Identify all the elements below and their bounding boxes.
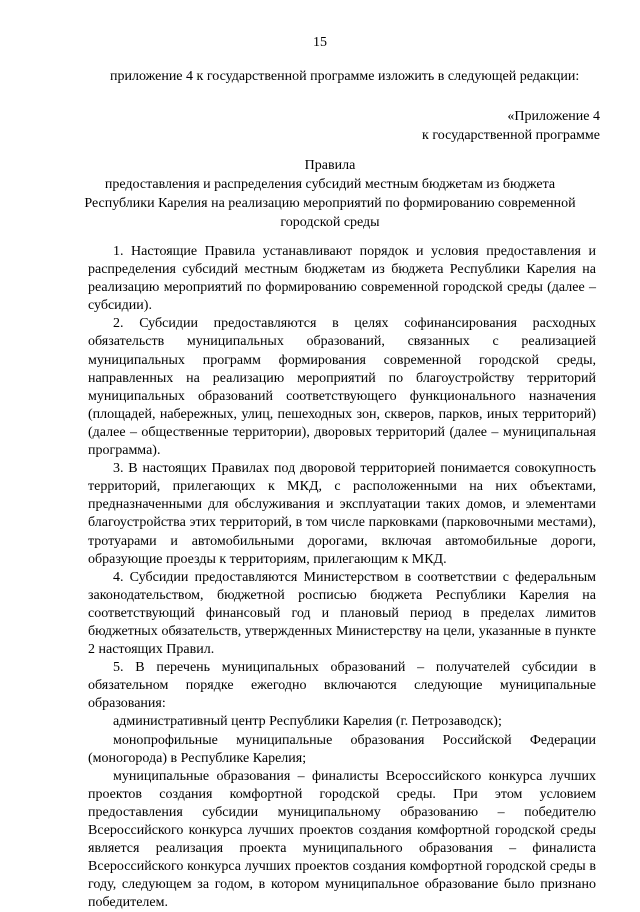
paragraph: 2. Субсидии предоставляются в целях софинансирования расходных обязательств муниципальных образований, связанных с реализацией муниципальных программ формирования современной городской среды, направленных на реализацию мероприятий по благоустройству территорий муниципальных образований соответствующего функционального назначения (площадей, набережных, улиц, пешеходных зон, скверов, парков, иных территорий) (далее – общественные территории), дворовых территорий (далее – муниципальная программа). xyxy=(88,316,596,459)
heading-line: предоставления и распределения субсидий местным бюджетам из бюджета xyxy=(104,177,556,192)
paragraph: 5. В перечень муниципальных образований – получателей субсидии в обязательном порядке ежегодно включаются следующие муниципальные образования: xyxy=(88,660,596,712)
paragraph: монопрофильные муниципальные образования Российской Федерации (моногорода) в Республике Карелия; xyxy=(88,732,596,766)
appendix-reference xyxy=(422,107,600,145)
paragraph: административный центр Республики Карелия (г. Петрозаводск); xyxy=(113,714,502,730)
appendix-line: к государственной программе xyxy=(422,128,600,143)
heading-title: Правила xyxy=(304,158,356,173)
page-number: 15 xyxy=(313,35,327,50)
heading-line: Республики Карелия на реализацию мероприятий по формированию современной xyxy=(84,196,576,211)
heading-line: городской среды xyxy=(280,215,380,230)
paragraph: муниципальные образования – финалисты Всероссийского конкурса лучших проектов создания комфортной городской среды. При этом условием предоставления субсидии муниципальному образованию – победителю Всероссийского конкурса лучших проектов создания комфортной городской среды является реализация проекта муниципального образования – финалиста Всероссийского конкурса лучших проектов создания комфортной городской среды в году, следующем за годом, в котором муниципальное образование было признано победителем. xyxy=(88,768,596,911)
paragraph: 1. Настоящие Правила устанавливают порядок и условия предоставления и распределения субсидий местным бюджетам из бюджета Республики Карелия на реализацию мероприятий по формированию современной городской среды (далее – субсидии). xyxy=(88,244,596,314)
paragraph: 4. Субсидии предоставляются Министерством в соответствии с федеральным законодательством, бюджетной росписью бюджета Республики Карелия на соответствующий финансовый год и плановый период в пределах лимитов бюджетных обязательств, утвержденных Министерству на цели, указанные в пункте 2 настоящих Правил. xyxy=(88,569,596,658)
appendix-line: «Приложение 4 xyxy=(507,109,600,124)
body-text xyxy=(88,243,596,912)
paragraph: 3. В настоящих Правилах под дворовой территорией понимается совокупность территорий, прилегающих к МКД, с расположенными на них объектами, предназначенными для обслуживания и эксплуатации таких домов, и элементами благоустройства этих территорий, в том числе парковками (парковочными местами), тротуарами и автомобильными дорогами, включая автомобильные дороги, образующие проезды к территориям, прилегающим к МКД. xyxy=(88,461,596,567)
intro-text: приложение 4 к государственной программе изложить в следующей редакции: xyxy=(110,69,580,84)
document-heading xyxy=(60,156,600,232)
